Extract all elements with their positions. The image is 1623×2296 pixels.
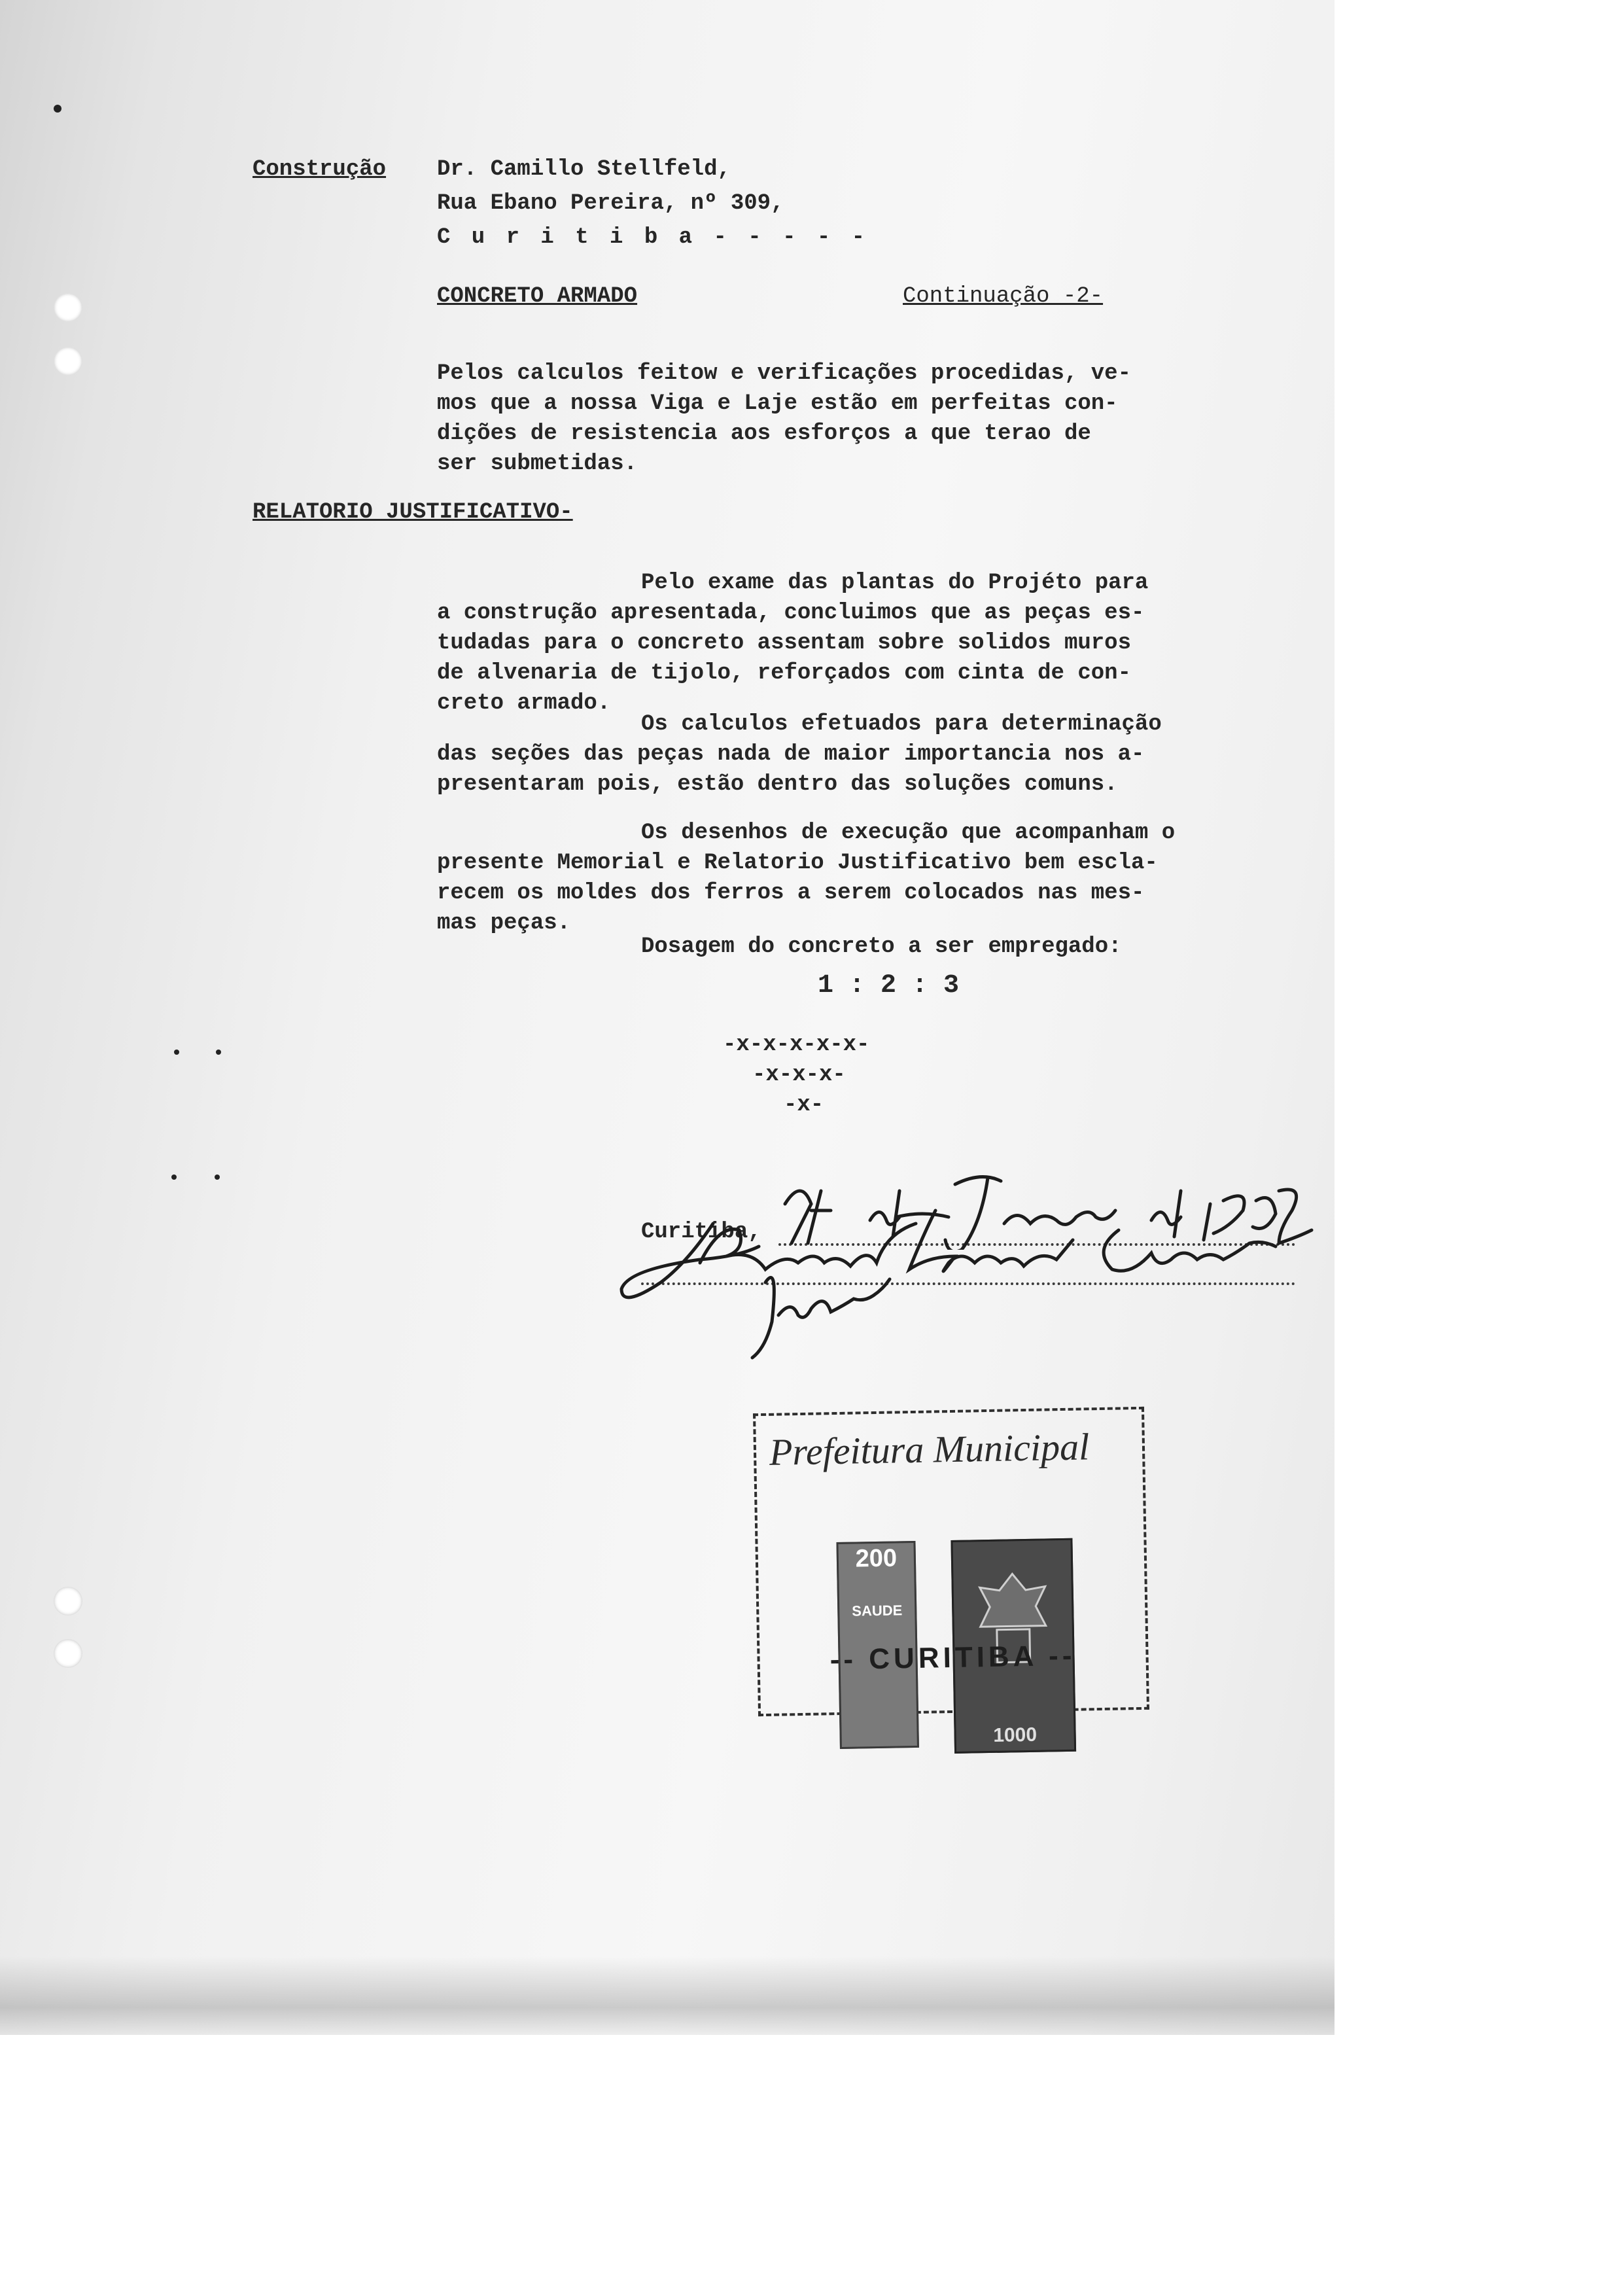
seal-value: 200 bbox=[855, 1544, 898, 1573]
punch-hole bbox=[54, 1639, 82, 1668]
concreto-line: Pelos calculos feitow e verificações procedidas, ve- bbox=[437, 361, 1131, 386]
dosage-ratio: 1 : 2 : 3 bbox=[818, 971, 960, 1000]
owner-address: Rua Ebano Pereira, nº 309, bbox=[437, 191, 784, 216]
ink-speck bbox=[215, 1174, 220, 1180]
stamp-city: -- CURITIBA -- bbox=[829, 1639, 1076, 1676]
punch-hole bbox=[54, 1587, 82, 1616]
owner-name: Dr. Camillo Stellfeld, bbox=[437, 157, 731, 182]
ink-speck bbox=[54, 105, 61, 113]
divider-line: -x-x-x-x-x- bbox=[723, 1033, 870, 1057]
relatorio-p2-line: das seções das peças nada de maior importancia nos a- bbox=[437, 742, 1145, 767]
construction-label: Construção bbox=[253, 157, 387, 182]
punch-hole bbox=[54, 293, 82, 322]
relatorio-p1-line: creto armado. bbox=[437, 691, 611, 716]
relatorio-p1-line: Pelo exame das plantas do Projéto para bbox=[641, 571, 1149, 595]
divider-line: -x-x-x- bbox=[752, 1063, 846, 1087]
signature-city: Curitiba, bbox=[641, 1220, 761, 1245]
relatorio-p2-line: Os calculos efetuados para determinação bbox=[641, 712, 1162, 737]
relatorio-p2-line: presentaram pois, estão dentro das soluções comuns. bbox=[437, 772, 1118, 797]
concreto-line: dições de resistencia aos esforços a que terao de bbox=[437, 421, 1091, 446]
seal-value: 1000 bbox=[992, 1723, 1038, 1746]
relatorio-p3-line: recem os moldes dos ferros a serem colocados nas mes- bbox=[437, 881, 1145, 906]
city-spaced: C u r i t i b a - - - - - bbox=[437, 225, 869, 250]
ink-speck bbox=[171, 1174, 177, 1180]
divider-line: -x- bbox=[784, 1093, 824, 1118]
relatorio-p3-line: Os desenhos de execução que acompanham o bbox=[641, 821, 1176, 845]
seal-text: SAUDE bbox=[852, 1602, 903, 1619]
ink-speck bbox=[174, 1050, 179, 1055]
relatorio-p1-line: de alvenaria de tijolo, reforçados com cinta de con- bbox=[437, 661, 1131, 686]
punch-hole bbox=[54, 347, 82, 376]
ink-speck bbox=[216, 1050, 221, 1055]
relatorio-p3-line: presente Memorial e Relatorio Justificativo bem escla- bbox=[437, 851, 1158, 875]
section-title-concreto: CONCRETO ARMADO bbox=[437, 284, 638, 309]
page-shadow bbox=[0, 1956, 1335, 2035]
page-continuation: Continuação -2- bbox=[903, 284, 1104, 309]
relatorio-p3-line: mas peças. bbox=[437, 911, 571, 936]
dosage-label: Dosagem do concreto a ser empregado: bbox=[641, 934, 1122, 959]
concreto-line: ser submetidas. bbox=[437, 451, 638, 476]
handwritten-signature bbox=[608, 1204, 1302, 1368]
relatorio-p1-line: tudadas para o concreto assentam sobre solidos muros bbox=[437, 631, 1131, 656]
stamp-title: Prefeitura Municipal bbox=[769, 1425, 1090, 1474]
municipal-stamp bbox=[753, 1407, 1149, 1746]
concreto-line: mos que a nossa Viga e Laje estão em perfeitas con- bbox=[437, 391, 1118, 416]
relatorio-p1-line: a construção apresentada, concluimos que as peças es- bbox=[437, 601, 1145, 626]
section-title-relatorio: RELATORIO JUSTIFICATIVO- bbox=[253, 500, 573, 525]
